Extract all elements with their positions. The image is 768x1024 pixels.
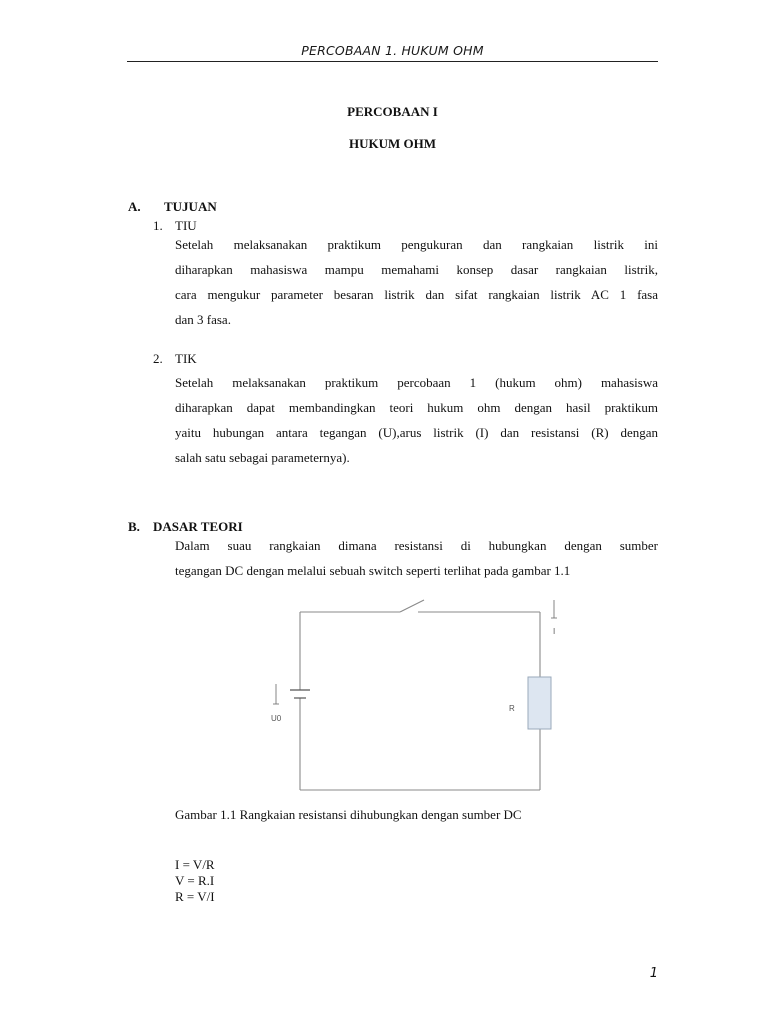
- document-title: PERCOBAAN I: [347, 104, 438, 119]
- paragraph-line: diharapkan mahasiswa mampu memahami konsep dasar rangkaian listrik,: [175, 262, 658, 277]
- resistor: [528, 677, 551, 729]
- section-a-letter: A.: [128, 199, 141, 214]
- item-title-tik: TIK: [175, 351, 197, 366]
- item-title-tiu: TIU: [175, 218, 197, 233]
- section-b-title: DASAR TEORI: [153, 519, 243, 534]
- item-number: 2.: [153, 351, 163, 366]
- paragraph-line: cara mengukur parameter besaran listrik dan sifat rangkaian listrik AC 1 fasa: [175, 287, 658, 302]
- paragraph-line: yaitu hubungan antara tegangan (U),arus listrik (I) dan resistansi (R) dengan: [175, 425, 658, 440]
- section-a-title: TUJUAN: [164, 199, 217, 214]
- switch-blade: [400, 600, 424, 612]
- paragraph-tik: [175, 370, 658, 470]
- current-label: I: [553, 627, 556, 636]
- resistor-label: R: [509, 704, 515, 713]
- paragraph-dasar-teori: [175, 533, 658, 583]
- formula-current: I = V/R: [175, 857, 215, 872]
- paragraph-line: Dalam suau rangkaian dimana resistansi di hubungkan dengan sumber: [175, 538, 658, 553]
- running-header: PERCOBAAN 1. HUKUM OHM: [301, 43, 484, 58]
- paragraph-line: Setelah melaksanakan praktikum pengukuran dan rangkaian listrik ini: [175, 237, 658, 252]
- paragraph-line: diharapkan dapat membandingkan teori hukum ohm dengan hasil praktikum: [175, 400, 658, 415]
- formula-voltage: V = R.I: [175, 873, 215, 888]
- figure-caption: Gambar 1.1 Rangkaian resistansi dihubungkan dengan sumber DC: [175, 807, 522, 822]
- source-label: U0: [271, 714, 282, 723]
- circuit-diagram: [260, 592, 570, 797]
- header-divider: [127, 61, 658, 62]
- paragraph-line: salah satu sebagai parameternya).: [175, 450, 350, 465]
- formula-resistance: R = V/I: [175, 889, 215, 904]
- paragraph-line: dan 3 fasa.: [175, 312, 231, 327]
- page-number: 1: [649, 966, 658, 981]
- circuit-wires: [300, 600, 540, 790]
- paragraph-line: tegangan DC dengan melalui sebuah switch seperti terlihat pada gambar 1.1: [175, 563, 571, 578]
- item-number: 1.: [153, 218, 163, 233]
- section-b-letter: B.: [128, 519, 140, 534]
- document-subtitle: HUKUM OHM: [348, 136, 436, 151]
- paragraph-line: Setelah melaksanakan praktikum percobaan 1 (hukum ohm) mahasiswa: [175, 375, 658, 390]
- paragraph-tiu: [175, 232, 658, 332]
